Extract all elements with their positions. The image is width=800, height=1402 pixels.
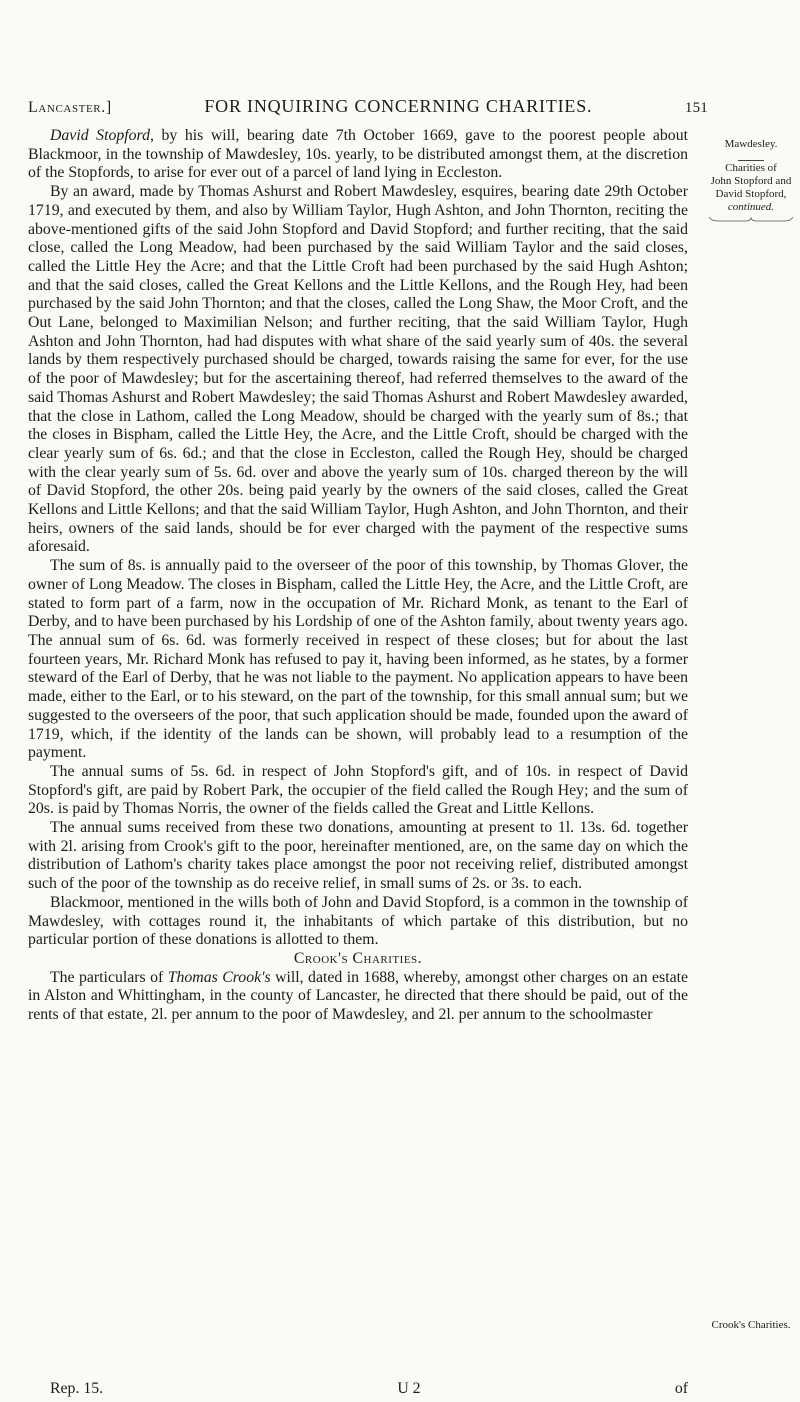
person-name: David Stopford, — [50, 127, 154, 144]
page-number: 151 — [684, 100, 708, 116]
margin-rule — [738, 160, 764, 161]
paragraph — [28, 127, 688, 183]
paragraph: Blackmoor, mentioned in the wills both of John and David Stopford, is a common in the township of Mawdesley, with cottages round it, the inhabitants of which partake of this distribution, but no particular portion of these donations is allotted to them. — [28, 893, 688, 949]
margin-note-line: Charities of — [725, 162, 777, 174]
section-heading: Crook's Charities. — [293, 949, 423, 967]
margin-note-line: continued. — [727, 201, 775, 213]
report-number: Rep. 15. — [50, 1380, 104, 1397]
person-name: Thomas Crook's — [167, 968, 271, 986]
running-title: FOR INQUIRING CONCERNING CHARITIES. — [204, 96, 593, 116]
paragraph-text: The particulars of — [50, 968, 168, 986]
page-footer — [28, 1380, 688, 1398]
margin-brace — [708, 216, 794, 222]
paragraph: The annual sums of 5s. 6d. in respect of John Stopford's gift, and of 10s. in respect of David Stopford's gift, are paid by Robert Park, the occupier of the field called the Rough Hey; and the sum of 20s. is paid by Thomas Norris, the owner of the fields called the Great and Little Kellons. — [28, 762, 688, 818]
body-text — [28, 127, 688, 1025]
margin-note-crook — [704, 1319, 798, 1332]
page-header — [28, 96, 708, 117]
margin-note-line: John Stopford and — [710, 175, 792, 187]
margin-note-text: Mawdesley. — [724, 138, 778, 150]
margin-note-line: David Stopford, — [715, 188, 787, 200]
margin-note-stopford — [704, 158, 798, 222]
margin-note-mawdesley — [704, 138, 798, 151]
signature-mark: U 2 — [397, 1380, 421, 1397]
county-label: Lancaster.] — [28, 99, 112, 116]
margin-note-text: Crook's Charities. — [711, 1319, 791, 1331]
paragraph — [28, 969, 688, 1025]
paragraph: The annual sums received from these two donations, amounting at present to 1l. 13s. 6d. together with 2l. arising from Crook's gift to the poor, hereinafter mentioned, are, on the same day on which the distribution of Lathom's charity takes place amongst the poor not receiving relief, distributed amongst such of the poor of the township as do receive relief, in small sums of 2s. or 3s. to each. — [28, 819, 688, 893]
paragraph: The sum of 8s. is annually paid to the overseer of the poor of this township, by Thomas Glover, the owner of Long Meadow. The closes in Bispham, called the Little Hey, the Acre, and the Little Croft, are stated to form part of a farm, now in the occupation of Mr. Richard Monk, as tenant to the Earl of Derby, and to have been purchased by his Lordship of one of the Ashton family, about twenty years ago. The annual sum of 6s. 6d. was formerly received in respect of these closes; but for about the last fourteen years, Mr. Richard Monk has refused to pay it, having been informed, as he states, by a former steward of the Earl of Derby, that he was not liable to the payment. No application appears to have been made, either to the Earl, or to his steward, on the part of the township, for this small annual sum; but we suggested to the overseers of the poor, that such application should be made, founded upon the award of 1719, which, if the identity of the lands can be shown, will probably lead to a resumption of the payment. — [28, 557, 688, 762]
paragraph-text: will, dated in 1688, whereby, amongst other charges on an estate in Alston and Whittingham, in the county of Lancaster, he directed that there should be paid, out of the rents of that estate, 2l. per annum to the poor of Mawdesley, and 2l. per annum to the schoolmaster — [28, 968, 688, 1024]
paragraph: By an award, made by Thomas Ashurst and Robert Mawdesley, esquires, bearing date 29th October 1719, and executed by them, and also by William Taylor, Hugh Ashton, and John Thornton, reciting the above-mentioned gifts of the said John Stopford and David Stopford; and further reciting, that the said close, called the Long Meadow, had been purchased by the said William Taylor and the said closes, called the Little Hey the Acre; and that the Little Croft had been purchased by the said Hugh Ashton; and that the said closes, called the Great Kellons and the Little Kellons, and the Rough Hey, had been purchased by the said John Thornton; and that the closes, called the Long Shaw, the Moor Croft, and the Out Lane, belonged to Maximilian Nelson; and further reciting, that the said William Taylor, Hugh Ashton and John Thornton, had had disputes with what share of the said yearly sum of 40s. the several lands by them respectively purchased should be charged, towards raising the same for ever, for the use of the poor of Mawdesley; but for the ascertaining thereof, had referred themselves to the award of the said Thomas Ashurst and Robert Mawdesley; the said Thomas Ashurst and Robert Mawdesley awarded, that the close in Lathom, called the Long Meadow, should be charged with the yearly sum of 8s.; that the closes in Bispham, called the Little Hey, the Acre, and the Little Croft, should be charged with the clear yearly sum of 6s. 6d.; and that the close in Eccleston, called the Rough Hey, should be charged with the clear yearly sum of 5s. 6d. over and above the yearly sum of 10s. charged thereon by the will of David Stopford, the other 20s. being paid yearly by the owners of the said closes, called the Great Kellons and Little Kellons; and that the said William Taylor, Hugh Ashton, and John Thornton, and their heirs, owners of the said lands, should be for ever charged with the payment of the respective sums aforesaid. — [28, 183, 688, 556]
catchword: of — [674, 1380, 688, 1397]
paragraph-text: by his will, bearing date 7th October 1669, gave to the poorest people about Blackmoor, in the township of Mawdesley, 10s. yearly, to be distributed amongst them, at the discretion of the Stopfords, to arise for ever out of a parcel of land lying in Eccleston. — [28, 127, 688, 182]
